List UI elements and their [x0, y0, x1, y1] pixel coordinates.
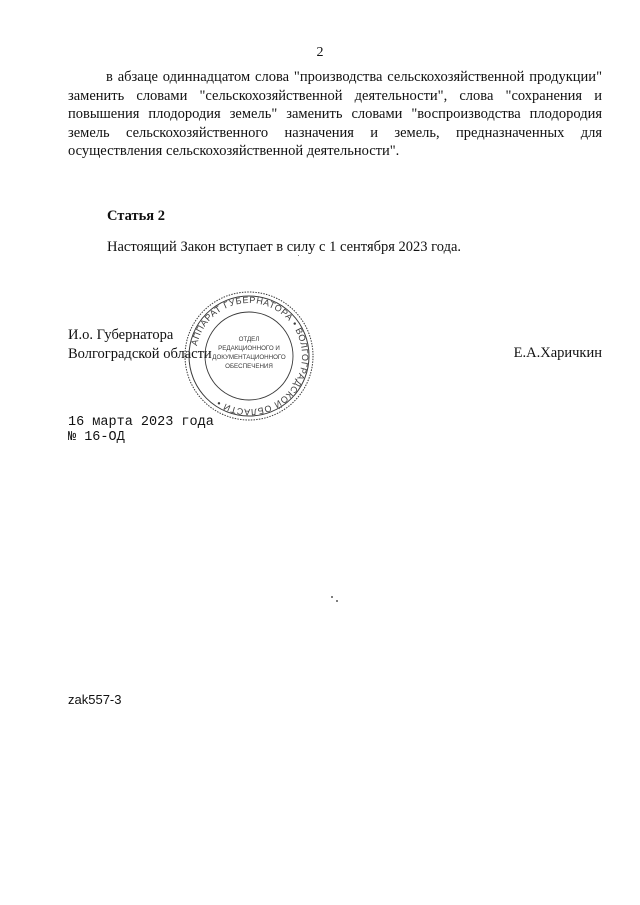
page-number: 2 — [316, 45, 324, 60]
signature-title-line1: И.о. Губернатора — [68, 327, 174, 343]
amendment-paragraph: в абзаце одиннадцатом слова "производства сельскохозяйственной продукции" заменить словами "сельскохозяйственной деятельности", слова "сохранения и повышения плодородия земель" заменить словами "воспроизводства плодородия земель сельскохозяйственного назначения и земель, предназначенных для осуществления сельскохозяйственной деятельности". — [68, 69, 602, 159]
scan-speck — [331, 596, 333, 598]
svg-text:ОБЕСПЕЧЕНИЯ: ОБЕСПЕЧЕНИЯ — [225, 363, 273, 370]
svg-text:ДОКУМЕНТАЦИОННОГО: ДОКУМЕНТАЦИОННОГО — [212, 354, 286, 361]
signature-name: Е.А.Харичкин — [513, 345, 602, 361]
svg-text:РЕДАКЦИОННОГО И: РЕДАКЦИОННОГО И — [218, 345, 280, 352]
article-heading: Статья 2 — [107, 208, 165, 224]
scan-speck — [336, 600, 338, 602]
law-number: № 16-ОД — [68, 430, 125, 445]
signature-title-line2: Волгоградской области — [68, 346, 212, 362]
document-code: zak557-3 — [68, 692, 122, 707]
law-date: 16 марта 2023 года — [68, 415, 214, 430]
svg-text:ОТДЕЛ: ОТДЕЛ — [238, 336, 260, 343]
seal-outer-text: АППАРАТ ГУБЕРНАТОРА • ВОЛГОГРАДСКОЙ ОБЛАСТИ • — [189, 294, 311, 418]
article-text: Настоящий Закон вступает в силу с 1 сентября 2023 года. — [107, 239, 462, 255]
official-seal — [182, 289, 316, 423]
scan-speck — [298, 255, 299, 256]
